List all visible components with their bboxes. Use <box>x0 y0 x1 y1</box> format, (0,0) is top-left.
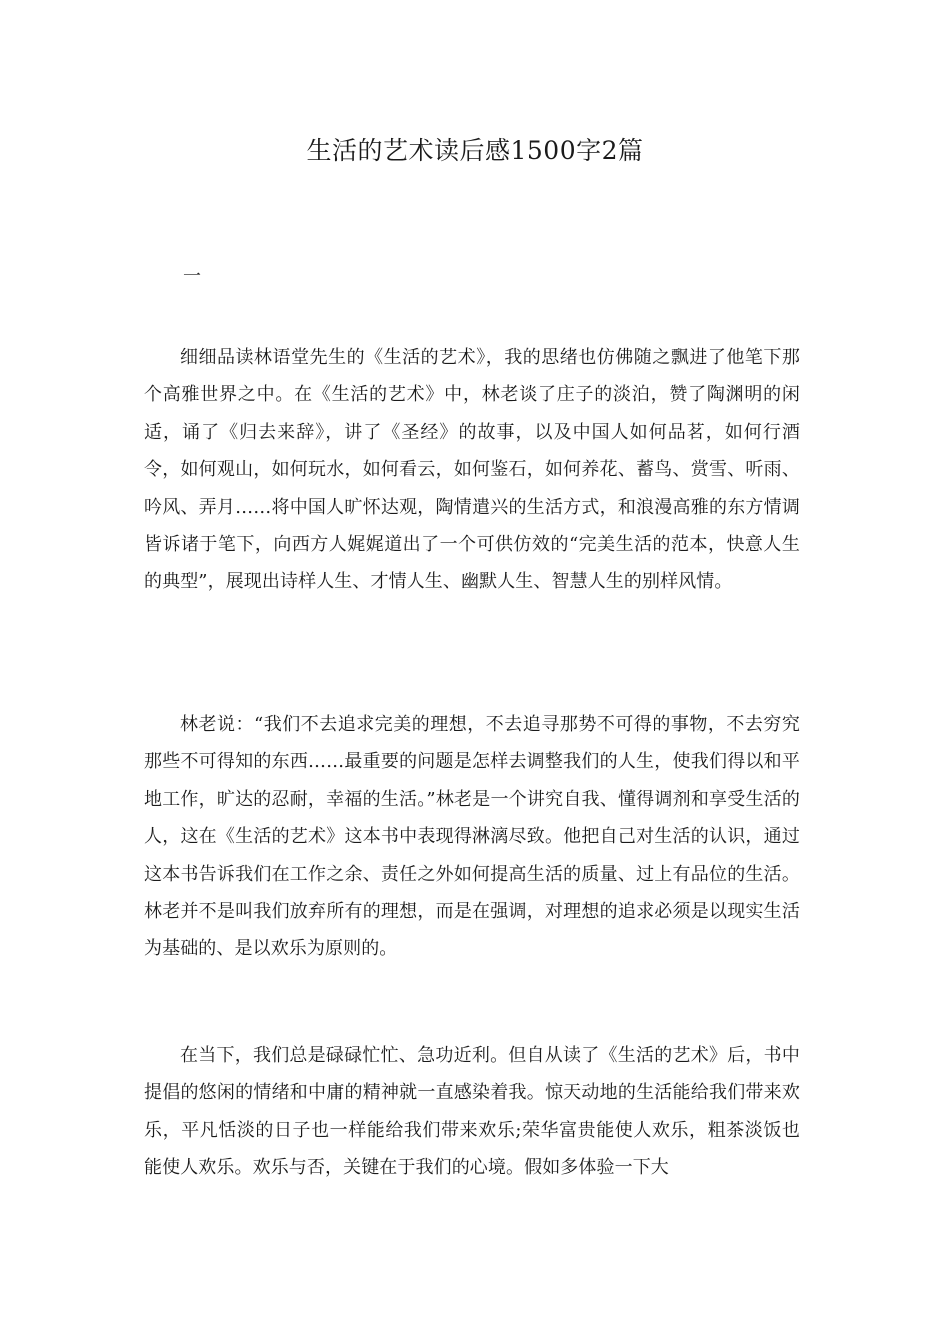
section-marker: 一 <box>183 266 201 287</box>
paragraph-3: 在当下，我们总是碌碌忙忙、急功近利。但自从读了《生活的艺术》后，书中提倡的悠闲的情绪和中庸的精神就一直感染着我。惊天动地的生活能给我们带来欢乐，平凡恬淡的日子也一样能给我们带来欢乐;荣华富贵能使人欢乐，粗茶淡饭也能使人欢乐。欢乐与否，关键在于我们的心境。假如多体验一下大 <box>144 1045 800 1179</box>
document-title: 生活的艺术读后感1500字2篇 <box>306 136 644 165</box>
paragraph-2: 林老说：“我们不去追求完美的理想，不去追寻那势不可得的事物，不去穷究那些不可得知的东西……最重要的问题是怎样去调整我们的人生，使我们得以和平地工作，旷达的忍耐，幸福的生活。”林老是一个讲究自我、懂得调剂和享受生活的人，这在《生活的艺术》这本书中表现得淋漓尽致。他把自己对生活的认识，通过这本书告诉我们在工作之余、责任之外如何提高生活的质量、过上有品位的生活。林老并不是叫我们放弃所有的理想，而是在强调，对理想的追求必须是以现实生活为基础的、是以欢乐为原则的。 <box>144 714 800 960</box>
paragraph-1: 细细品读林语堂先生的《生活的艺术》，我的思绪也仿佛随之飘进了他笔下那个高雅世界之中。在《生活的艺术》中，林老谈了庄子的淡泊，赞了陶渊明的闲适，诵了《归去来辞》，讲了《圣经》的故事，以及中国人如何品茗，如何行酒令，如何观山，如何玩水，如何看云，如何鉴石，如何养花、蓄鸟、赏雪、听雨、吟风、弄月……将中国人旷怀达观，陶情遣兴的生活方式，和浪漫高雅的东方情调皆诉诸于笔下，向西方人娓娓道出了一个可供仿效的“完美生活的范本，快意人生的典型”，展现出诗样人生、才情人生、幽默人生、智慧人生的别样风情。 <box>144 347 800 593</box>
